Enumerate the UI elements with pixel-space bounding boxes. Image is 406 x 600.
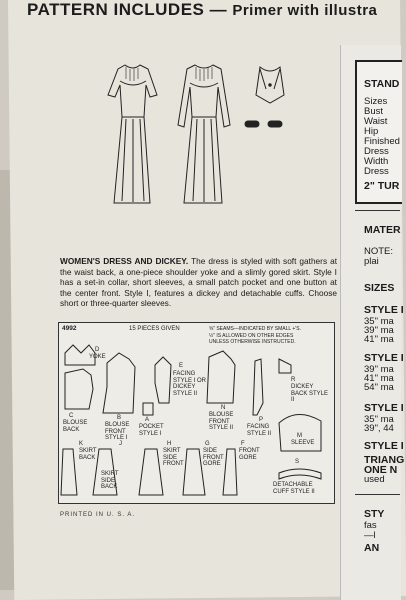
note-text: plai xyxy=(364,256,379,267)
piece-label: FACING STYLE II xyxy=(247,424,272,437)
piece-label: BLOUSE FRONT STYLE I xyxy=(105,422,130,442)
note-label: NOTE: xyxy=(364,246,394,257)
printed-in-usa: PRINTED IN U. S. A. xyxy=(60,512,136,518)
style-line: 39", 44 xyxy=(364,423,394,434)
piece-letter: S xyxy=(295,459,300,465)
piece-letter: A xyxy=(145,417,150,423)
piece-letter: C xyxy=(69,413,74,419)
piece-label: SKIRT SIDE BACK xyxy=(101,471,119,491)
style-description xyxy=(60,256,337,309)
piece-letter: M xyxy=(297,433,302,439)
pieces-given: 15 PIECES GIVEN xyxy=(129,326,180,332)
piece-label: YOKE xyxy=(89,354,106,360)
skirt-back-piece xyxy=(61,449,77,495)
cuffs-detail-drawing xyxy=(245,121,282,127)
description-heading: WOMEN'S DRESS AND DICKEY. xyxy=(60,256,189,266)
piece-letter: G xyxy=(205,441,210,447)
piece-letter: N xyxy=(221,405,226,411)
piece-letter: F xyxy=(241,441,245,447)
piece-label: SKIRT SIDE FRONT xyxy=(163,448,184,468)
measure-row: Waist xyxy=(364,116,388,127)
facing-style-ii-piece xyxy=(253,359,263,415)
piece-label: BLOUSE BACK xyxy=(63,420,88,433)
front-gore-piece xyxy=(223,449,237,495)
dress-style-i-back-figure xyxy=(108,65,157,203)
seams-note-3: UNLESS OTHERWISE INSTRUCTED. xyxy=(209,339,296,345)
piece-label: DETACHABLE CUFF STYLE II xyxy=(273,482,315,495)
header-dash: — xyxy=(209,0,228,19)
style-line: used xyxy=(364,474,385,485)
header-subtitle: Primer with illustra xyxy=(232,2,378,19)
blouse-front-style-i-piece xyxy=(103,353,135,413)
piece-label: SIDE FRONT GORE xyxy=(203,448,224,468)
facing-dickey-piece xyxy=(155,357,171,403)
piece-label: FACING STYLE I OR DICKEY STYLE II xyxy=(173,371,207,397)
blouse-back-piece xyxy=(65,369,93,409)
skirt-side-front-piece xyxy=(139,449,163,495)
measure-row: Hip xyxy=(364,126,379,137)
piece-letter: H xyxy=(167,441,172,447)
dress-style-ii-back-figure xyxy=(178,65,230,203)
style-line: 35" ma xyxy=(364,316,394,327)
piece-letter: R xyxy=(291,377,296,383)
dickey-back-piece xyxy=(279,359,291,373)
footer-line: fas xyxy=(364,520,377,531)
piece-label: DICKEY BACK STYLE II xyxy=(291,384,329,404)
dickey-detail-drawing xyxy=(256,67,284,103)
piece-label: FRONT GORE xyxy=(239,448,260,461)
footer-line: —l xyxy=(364,530,376,541)
piece-letter: J xyxy=(119,441,122,447)
divider xyxy=(355,210,400,211)
piece-label: SKIRT BACK xyxy=(79,448,97,461)
measure-row: Width xyxy=(364,156,389,167)
footer-line: STY xyxy=(364,508,385,520)
piece-label: BLOUSE FRONT STYLE II xyxy=(209,412,234,432)
style-line: ONE N xyxy=(364,464,398,476)
piece-letter: B xyxy=(117,415,122,421)
header-title: PATTERN INCLUDES xyxy=(27,0,205,19)
measure-row: Dress xyxy=(364,146,389,157)
standard-label: STAND xyxy=(364,78,400,90)
style-label: STYLE I xyxy=(364,304,404,316)
turn-label: 2" TUR xyxy=(364,180,400,192)
footer-line: AN xyxy=(364,542,380,554)
divider xyxy=(355,494,400,495)
piece-label: POCKET STYLE I xyxy=(139,424,164,437)
measure-row: Bust xyxy=(364,106,384,117)
seams-note-1: ⅝" SEAMS—INDICATED BY SMALL +'S. xyxy=(209,326,301,332)
style-label: STYLE I xyxy=(364,402,404,414)
piece-letter: D xyxy=(95,347,100,353)
seams-note-2: ½" IS ALLOWED ON OTHER EDGES xyxy=(209,333,294,339)
piece-letter: P xyxy=(259,417,264,423)
style-line: 41" ma xyxy=(364,334,394,345)
style-label: STYLE I xyxy=(364,440,404,452)
style-line: 39" ma xyxy=(364,325,394,336)
piece-letter: K xyxy=(79,441,84,447)
envelope-header xyxy=(27,0,377,20)
pattern-pieces-panel xyxy=(58,322,335,504)
measure-row: Finished xyxy=(364,136,400,147)
pocket-piece xyxy=(143,403,153,415)
style-line: TRIANG xyxy=(364,454,405,466)
pattern-number: 4992 xyxy=(62,325,77,332)
style-line: 41" ma xyxy=(364,373,394,384)
style-label: STYLE I xyxy=(364,352,404,364)
style-line: 35" ma xyxy=(364,414,394,425)
measure-row: Sizes xyxy=(364,96,388,107)
style-line: 54" ma xyxy=(364,382,394,393)
side-front-gore-piece xyxy=(183,449,205,495)
sizes-label: SIZES xyxy=(364,282,395,294)
style-line: 39" ma xyxy=(364,364,394,375)
description-body: The dress is styled with soft gathers at the waist back, a one-piece shoulder yoke and a slimly gored skirt. Style I has a set-in collar, short sleeves, a small patch pocket and one button at the center front. Style I, features a dickey and detachable cuffs. Choose short or three-quarter sleeves. xyxy=(60,256,338,309)
detachable-cuff-piece xyxy=(279,469,321,479)
piece-label: SLEEVE xyxy=(291,440,315,446)
materials-label: MATER xyxy=(364,224,401,236)
piece-letter: E xyxy=(179,363,184,369)
dress-illustrations xyxy=(100,55,295,210)
measure-row: Dress xyxy=(364,166,389,177)
